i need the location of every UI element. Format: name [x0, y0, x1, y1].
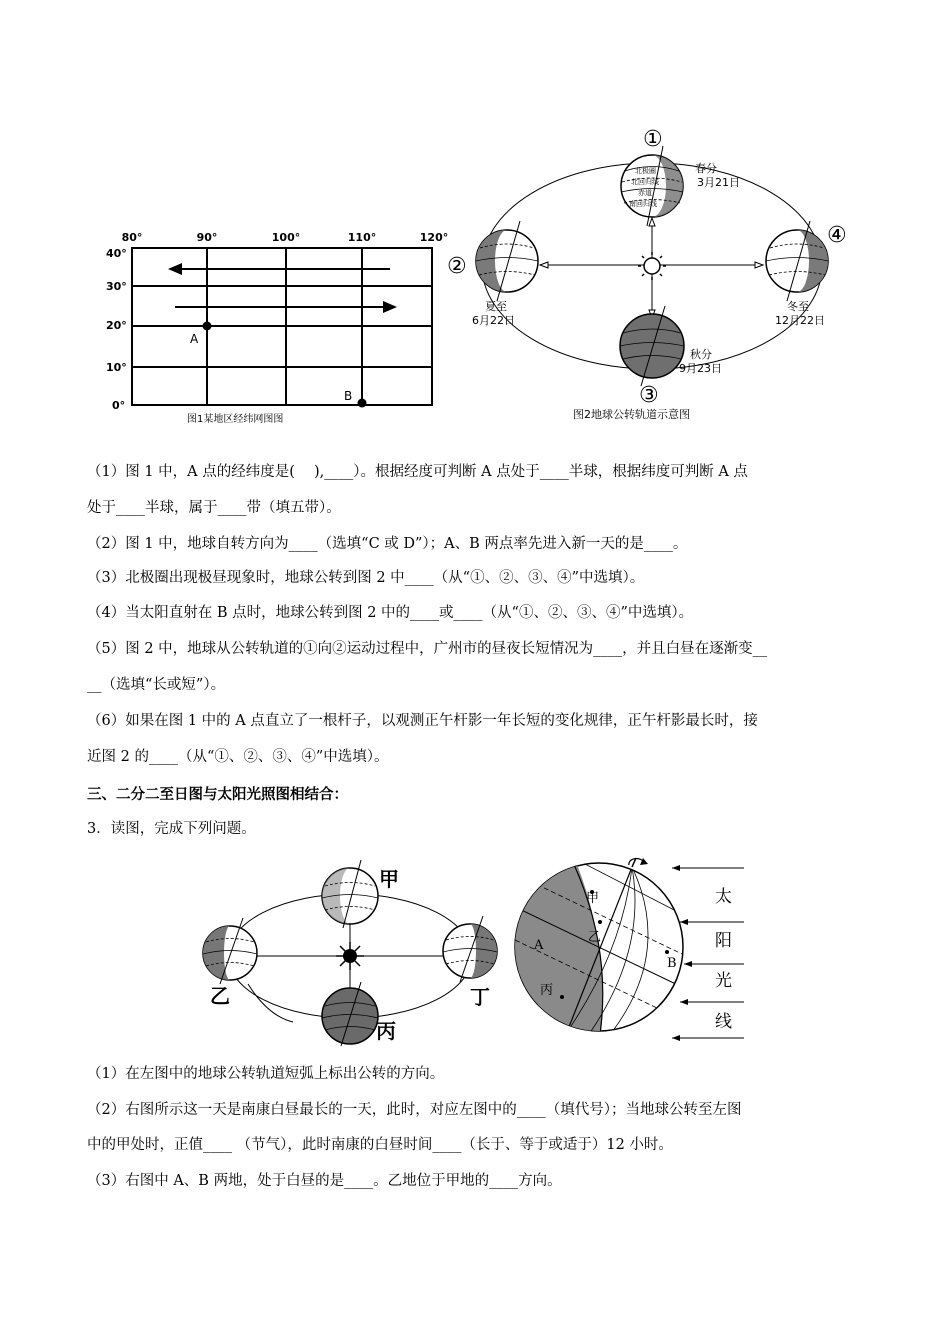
point-a-label: A — [190, 332, 199, 346]
small-label-jia: 甲 — [379, 867, 399, 891]
spring-label: 春分 — [695, 162, 717, 175]
globe-label-tropic-capricorn: 南回归线 — [629, 200, 657, 208]
question-3-2-line1: （2）右图所示这一天是南康白昼最长的一天，此时，对应左图中的____（填代号）；当地球公转至左图 — [87, 1102, 742, 1118]
small-globe-bing — [322, 982, 378, 1046]
globe-winter-solstice — [766, 221, 828, 301]
label-b: B — [667, 956, 677, 971]
lon-label-100: 100° — [271, 231, 301, 244]
orbit-number-2: ② — [447, 254, 467, 279]
figure2-orbit-diagram — [445, 118, 860, 428]
small-globe-yi — [203, 918, 257, 984]
spring-date: 3月21日 — [697, 176, 740, 189]
arrow-east-head — [383, 301, 397, 313]
figure2-caption: 图2地球公转轨道示意图 — [573, 408, 690, 421]
figure1-latlon-grid — [100, 228, 460, 428]
autumn-label: 秋分 — [690, 348, 712, 361]
arrow-west-head — [168, 263, 182, 275]
globe-label-arctic: 北极圈 — [635, 167, 656, 175]
label-yi: 乙 — [588, 930, 602, 945]
point-b-label: B — [344, 389, 353, 403]
globe-label-equator: 赤道 — [638, 189, 652, 197]
figure4-illumination-diagram — [512, 852, 757, 1042]
dot-b — [665, 950, 669, 954]
question-2-2: （2）图 1 中，地球自转方向为____（选填“C 或 D”）；A、B 两点率先进入新一天的是____。 — [87, 536, 688, 552]
lat-label-0: 0° — [112, 399, 126, 412]
question-2-6-line1: （6）如果在图 1 中的 A 点直立了一根杆子，以观测正午杆影一年长短的变化规律，正午杆影最长时，接 — [87, 713, 758, 729]
small-label-bing: 丙 — [376, 1019, 396, 1043]
question-2-3: （3）北极圈出现极昼现象时，地球公转到图 2 中____（从“①、②、③、④”中选填）。 — [87, 570, 645, 586]
lat-label-30: 30° — [106, 280, 127, 293]
question-2-4: （4）当太阳直射在 B 点时，地球公转到图 2 中的____或____（从“①、②、③、④”中选填）。 — [87, 605, 694, 621]
winter-date: 12月22日 — [775, 314, 825, 327]
section-3-heading: 三、二分二至日图与太阳光照图相结合： — [87, 786, 348, 803]
axis-arrow-left — [540, 262, 548, 268]
question-2-1-line1: （1）图 1 中，A 点的经纬度是( ),____）。根据经度可判断 A 点处于____半球，根据纬度可判断 A 点 — [87, 464, 748, 480]
question-3-intro: 3．读图，完成下列问题。 — [87, 821, 256, 837]
label-a: A — [534, 938, 544, 953]
sunlight-char-1: 太 — [715, 887, 732, 907]
question-3-2-line2: 中的甲处时，正值____ （节气），此时南康的白昼时间____（长于、等于或适于）12 小时。 — [87, 1137, 673, 1153]
figure3-orbit-diagram — [198, 856, 508, 1046]
globe-spring-equinox — [621, 146, 683, 226]
lon-label-90: 90° — [196, 231, 218, 244]
point-a-dot — [203, 322, 212, 331]
globe-autumn-equinox — [620, 306, 684, 386]
figure1-caption: 图1某地区经纬网图图 — [187, 414, 284, 425]
lon-label-80: 80° — [121, 231, 143, 244]
question-3-3: （3）右图中 A、B 两地，处于白昼的是____。乙地位于甲地的____方向。 — [87, 1173, 562, 1189]
dot-yi — [598, 920, 602, 924]
orbit-number-1: ① — [643, 127, 663, 152]
summer-label: 夏至 — [485, 300, 507, 313]
orbit-number-3: ③ — [639, 383, 659, 408]
dot-bing — [560, 995, 564, 999]
label-bing: 丙 — [540, 983, 554, 998]
question-2-6-line2: 近图 2 的____（从“①、②、③、④”中选填）。 — [87, 749, 389, 765]
axis-arrow-right — [755, 262, 763, 268]
autumn-date: 9月23日 — [679, 362, 722, 375]
question-2-1-line2: 处于____半球，属于____带（填五带）。 — [87, 500, 341, 516]
question-2-5-line2: __（选填“长或短”）。 — [87, 677, 226, 693]
question-2-5-line1: （5）图 2 中，地球从公转轨道的①向②运动过程中，广州市的昼夜长短情况为____，并且白昼在逐渐变__ — [87, 641, 768, 657]
orbit-number-4: ④ — [827, 223, 847, 248]
question-3-1: （1）在左图中的地球公转轨道短弧上标出公转的方向。 — [87, 1066, 445, 1082]
lat-label-20: 20° — [106, 319, 127, 332]
globe-summer-solstice — [476, 221, 538, 301]
lon-label-110: 110° — [347, 231, 377, 244]
lon-label-120: 120° — [419, 231, 449, 244]
label-jia: 甲 — [586, 891, 600, 906]
sunlight-char-3: 光 — [715, 971, 732, 991]
winter-label: 冬至 — [787, 300, 809, 313]
lat-label-10: 10° — [106, 361, 127, 374]
small-label-yi: 乙 — [210, 984, 230, 1008]
point-b-dot — [358, 399, 367, 408]
sunlight-char-2: 阳 — [715, 931, 732, 951]
globe-label-tropic-cancer: 北回归线 — [631, 178, 659, 186]
small-sun-icon — [336, 942, 364, 970]
lat-label-40: 40° — [106, 247, 127, 260]
summer-date: 6月22日 — [472, 314, 515, 327]
small-label-ding: 丁 — [470, 985, 490, 1009]
small-globe-ding — [443, 916, 497, 982]
sunlight-char-4: 线 — [715, 1012, 732, 1032]
small-globe-jia — [322, 860, 378, 928]
axis-arrow-top — [649, 218, 655, 226]
